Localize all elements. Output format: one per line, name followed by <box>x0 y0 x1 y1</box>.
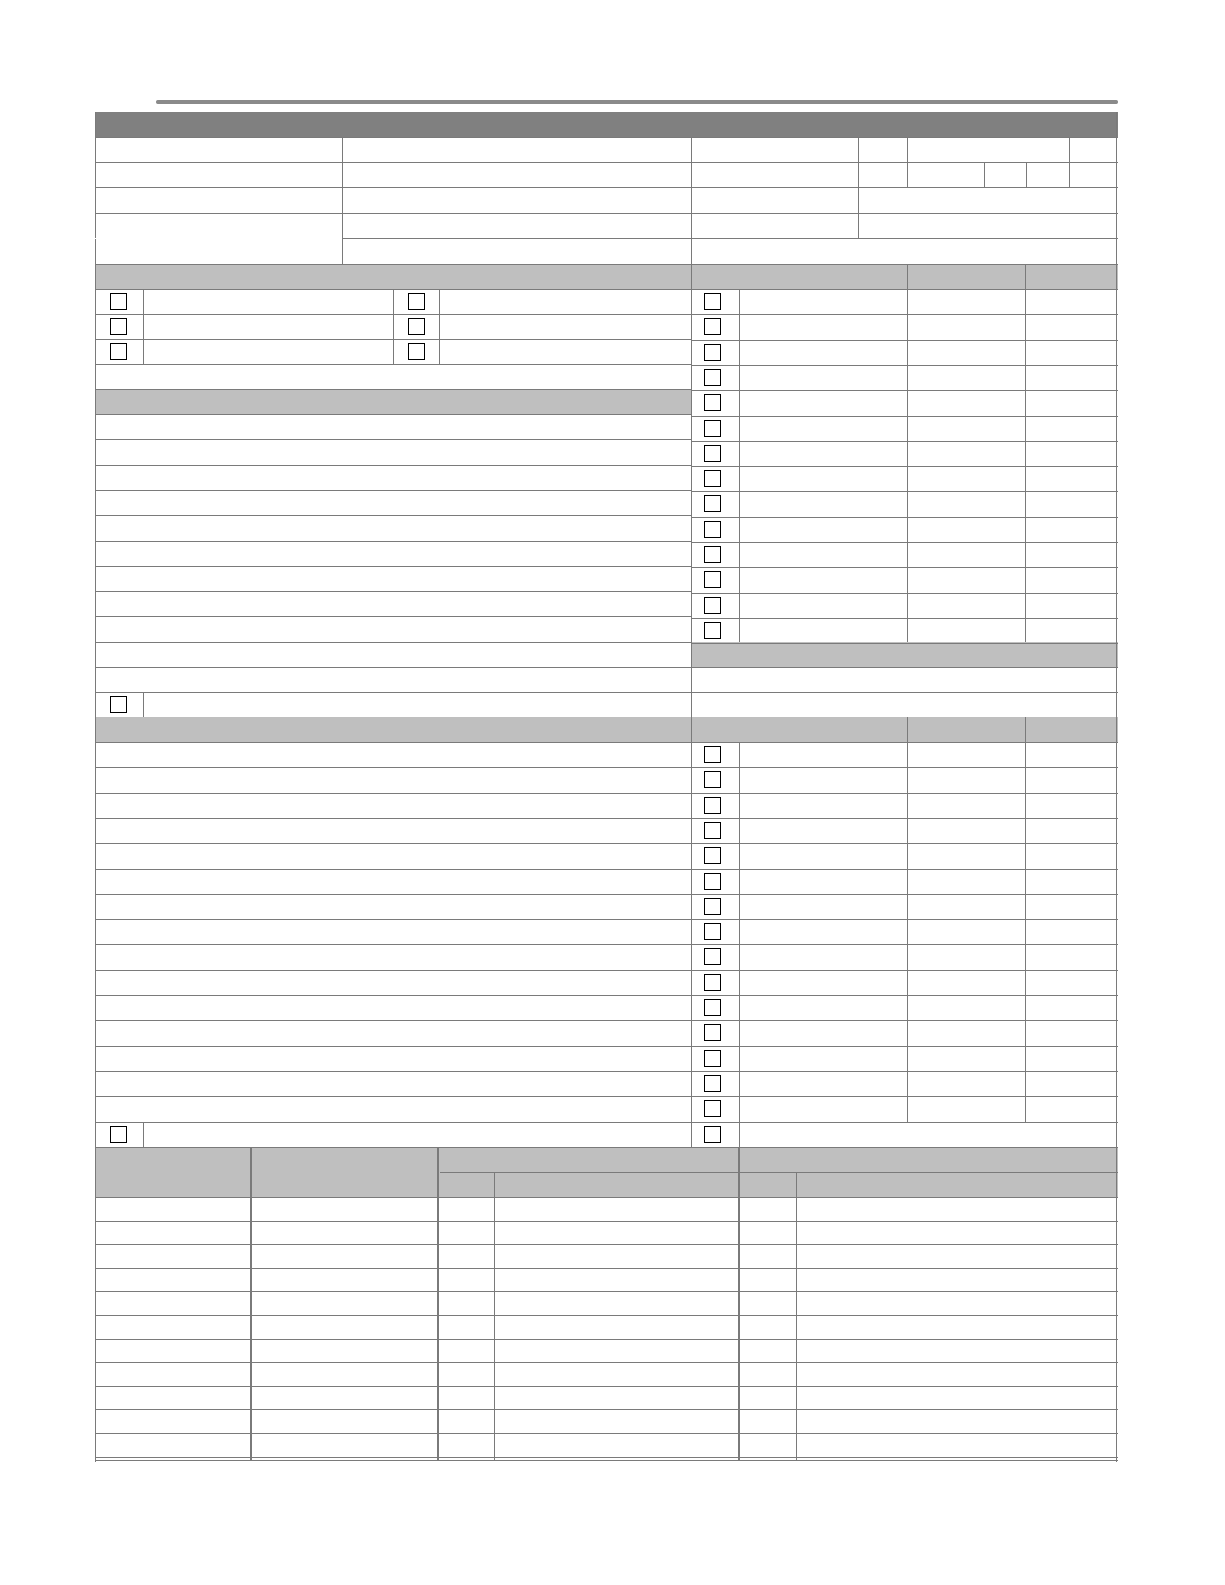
item-row-line <box>95 944 1118 945</box>
header-row-line <box>95 137 1118 138</box>
right-col-line <box>1025 264 1026 642</box>
mid-col-line <box>143 692 144 717</box>
option-checkbox-a[interactable] <box>110 318 127 335</box>
log-row-line <box>95 1268 1118 1269</box>
right-row-line <box>692 390 1118 391</box>
option-col-line <box>143 289 144 364</box>
mid-checkbox[interactable] <box>110 696 127 713</box>
right-row-line <box>692 643 1118 644</box>
right-checkbox[interactable] <box>704 293 721 310</box>
blank-form <box>95 112 1118 1462</box>
log-row-line <box>95 1244 1118 1245</box>
item-row-line <box>95 1096 1118 1097</box>
log-row-line <box>95 1291 1118 1292</box>
notes-line <box>95 616 692 617</box>
right-checkbox[interactable] <box>704 344 721 361</box>
item-row-line <box>95 1147 1118 1148</box>
right-checkbox[interactable] <box>704 622 721 639</box>
log-row-line <box>95 1315 1118 1316</box>
form-border-bottom <box>95 1460 1118 1461</box>
right-row-line <box>692 517 1118 518</box>
item-row-line <box>95 793 1118 794</box>
header-col-line <box>858 137 859 238</box>
item-row-line <box>95 843 1118 844</box>
section-band-options <box>95 264 1118 289</box>
notes-line <box>95 591 692 592</box>
item-row-line <box>95 970 1118 971</box>
notes-line <box>95 414 692 415</box>
option-checkbox-b[interactable] <box>408 293 425 310</box>
item-row-line <box>95 869 1118 870</box>
right-row-line <box>692 567 1118 568</box>
right-row-line <box>692 491 1118 492</box>
item-checkbox[interactable] <box>704 948 721 965</box>
log-row-line <box>95 1433 1118 1434</box>
right-row-line <box>692 289 1118 290</box>
item-checkbox[interactable] <box>704 1050 721 1067</box>
option-checkbox-b[interactable] <box>408 318 425 335</box>
right-row-line <box>692 340 1118 341</box>
item-row-line <box>95 767 1118 768</box>
header-row-line <box>95 213 1118 214</box>
form-title-band <box>95 112 1118 137</box>
log-row-line <box>95 1221 1118 1222</box>
option-checkbox-a[interactable] <box>110 343 127 360</box>
item-checkbox-left[interactable] <box>110 1126 127 1143</box>
right-checkbox[interactable] <box>704 495 721 512</box>
right-checkbox[interactable] <box>704 394 721 411</box>
header-row-line <box>95 162 1118 163</box>
item-checkbox[interactable] <box>704 999 721 1016</box>
right-checkbox[interactable] <box>704 521 721 538</box>
log-row-line <box>95 1197 1118 1198</box>
item-checkbox[interactable] <box>704 1100 721 1117</box>
log-col-line <box>738 1147 740 1460</box>
log-col-line <box>494 1172 495 1460</box>
option-row-line <box>95 364 692 365</box>
right-checkbox[interactable] <box>704 445 721 462</box>
item-row-line <box>95 894 1118 895</box>
option-checkbox-a[interactable] <box>110 293 127 310</box>
section-band-notes <box>95 389 692 414</box>
item-row-line <box>95 1071 1118 1072</box>
right-row-line <box>692 416 1118 417</box>
right-row-line <box>692 365 1118 366</box>
item-checkbox[interactable] <box>704 923 721 940</box>
right-row-line <box>692 441 1118 442</box>
item-checkbox[interactable] <box>704 771 721 788</box>
item-row-line <box>95 818 1118 819</box>
notes-line <box>95 515 692 516</box>
merged-cell-mask <box>95 238 342 239</box>
right-checkbox[interactable] <box>704 597 721 614</box>
right-col-line <box>691 264 692 642</box>
header-col-line <box>984 162 985 187</box>
mid-row-line <box>95 667 1118 668</box>
header-col-line <box>1069 137 1070 187</box>
option-col-line <box>439 289 440 364</box>
item-checkbox[interactable] <box>704 873 721 890</box>
right-row-line <box>692 542 1118 543</box>
right-col-line <box>907 264 908 642</box>
option-row-line <box>95 389 692 390</box>
item-checkbox[interactable] <box>704 822 721 839</box>
header-row-line <box>95 264 1118 265</box>
item-checkbox[interactable] <box>704 1126 721 1143</box>
log-row-line <box>95 1457 1118 1458</box>
item-checkbox[interactable] <box>704 797 721 814</box>
item-row-line <box>95 742 1118 743</box>
item-checkbox[interactable] <box>704 1024 721 1041</box>
log-col-line <box>437 1147 439 1460</box>
log-subheader-line <box>440 1172 1118 1173</box>
header-col-line <box>691 137 692 264</box>
right-row-line <box>692 618 1118 619</box>
header-row-line <box>95 187 1118 188</box>
right-checkbox[interactable] <box>704 369 721 386</box>
right-row-line <box>692 466 1118 467</box>
right-row-line <box>692 593 1118 594</box>
header-col-line <box>342 137 343 264</box>
right-checkbox[interactable] <box>704 318 721 335</box>
item-checkbox[interactable] <box>704 847 721 864</box>
notes-line <box>95 465 692 466</box>
right-checkbox[interactable] <box>704 420 721 437</box>
item-checkbox[interactable] <box>704 974 721 991</box>
item-checkbox[interactable] <box>704 898 721 915</box>
notes-line <box>95 642 692 643</box>
item-row-line <box>95 1020 1118 1021</box>
log-col-line <box>250 1147 252 1460</box>
items-col-line <box>691 717 692 1147</box>
mid-col-line <box>691 642 692 717</box>
top-rule <box>156 100 1118 104</box>
item-row-line <box>95 1122 1118 1123</box>
log-row-line <box>95 1339 1118 1340</box>
item-row-line <box>95 1046 1118 1047</box>
option-col-line <box>393 289 394 364</box>
right-checkbox[interactable] <box>704 546 721 563</box>
header-col-line <box>907 137 908 187</box>
notes-line <box>95 566 692 567</box>
mid-row-line <box>95 692 1118 693</box>
item-checkbox[interactable] <box>704 746 721 763</box>
item-row-line <box>95 919 1118 920</box>
section-band-items <box>95 717 1118 742</box>
section-band-right-summary <box>692 642 1118 667</box>
log-row-line <box>95 1362 1118 1363</box>
log-row-line <box>95 1409 1118 1410</box>
log-row-line <box>95 1386 1118 1387</box>
notes-line <box>95 490 692 491</box>
header-col-line <box>1026 162 1027 187</box>
item-checkbox[interactable] <box>704 1075 721 1092</box>
notes-line <box>95 439 692 440</box>
right-row-line <box>692 314 1118 315</box>
right-checkbox[interactable] <box>704 571 721 588</box>
option-checkbox-b[interactable] <box>408 343 425 360</box>
right-checkbox[interactable] <box>704 470 721 487</box>
item-row-line <box>95 995 1118 996</box>
notes-line <box>95 541 692 542</box>
log-col-line <box>796 1172 797 1460</box>
items-col-line <box>143 1122 144 1147</box>
